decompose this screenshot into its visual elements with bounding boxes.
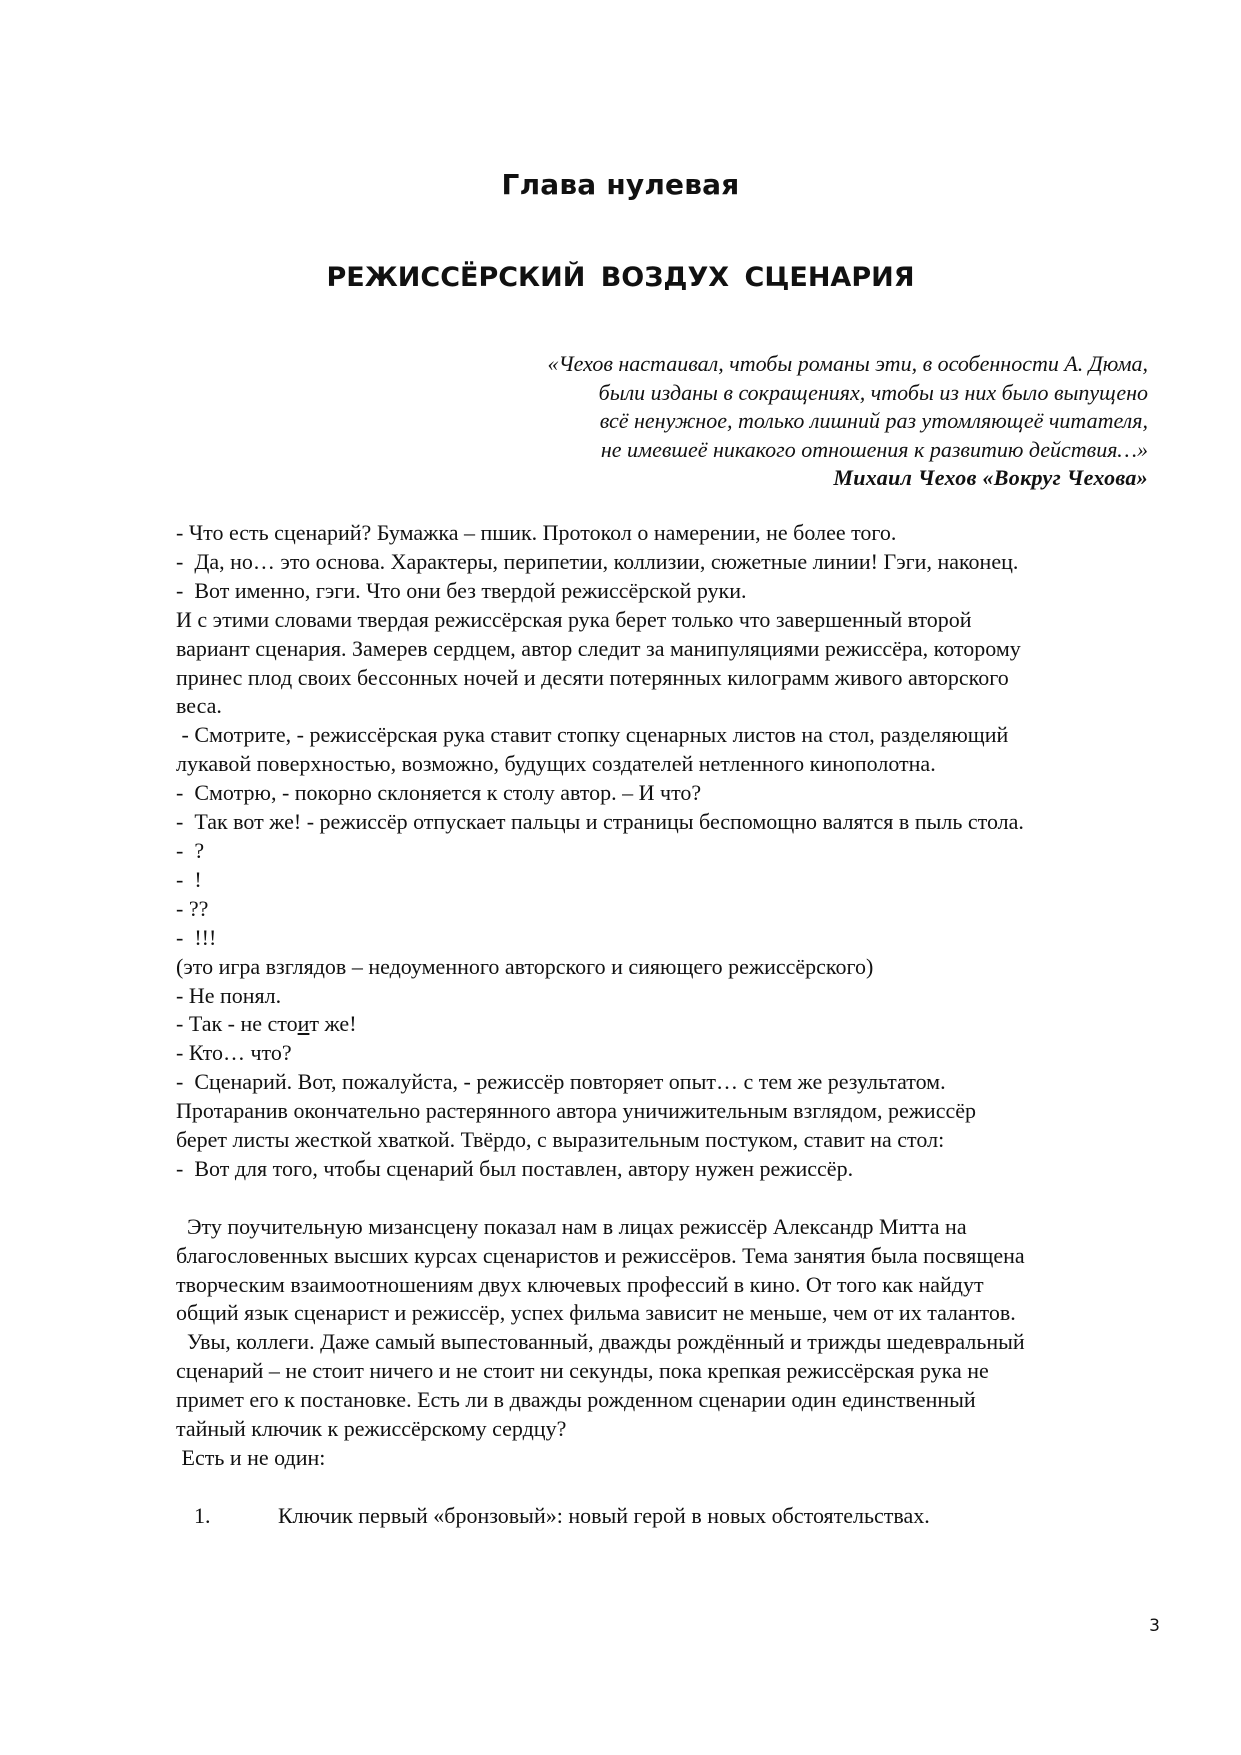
text-line: - !!! xyxy=(176,924,217,950)
text-line: общий язык сценарист и режиссёр, успех фильма зависит не меньше, чем от их талантов. xyxy=(176,1300,1016,1326)
epigraph-line: были изданы в сокращениях, чтобы из них было выпущено xyxy=(598,379,1148,405)
page-number: 3 xyxy=(1149,1616,1160,1636)
text-line: тайный ключик к режиссёрскому сердцу? xyxy=(176,1416,567,1442)
text-fragment: - Так - не сто xyxy=(176,1011,298,1037)
epigraph xyxy=(348,350,1148,493)
text-line: принес плод своих бессонных ночей и десяти потерянных килограмм живого авторского xyxy=(176,664,1009,690)
text-line: - Смотрите, - режиссёрская рука ставит стопку сценарных листов на стол, разделяющий xyxy=(176,722,1009,748)
epigraph-author: Михаил Чехов «Вокруг Чехова» xyxy=(833,465,1148,490)
text-line: - Смотрю, - покорно склоняется к столу автор. – И что? xyxy=(176,780,702,806)
stress-mark: и xyxy=(297,1011,310,1037)
chapter-title: РЕЖИССЁРСКИЙ ВОЗДУХ СЦЕНАРИЯ xyxy=(326,262,915,293)
text-line: И с этими словами твердая режиссёрская рука берет только что завершенный второй xyxy=(176,606,972,632)
text-line: (это игра взглядов – недоуменного авторского и сияющего режиссёрского) xyxy=(176,953,874,979)
text-line: - ?? xyxy=(176,895,209,921)
text-line: - Не понял. xyxy=(176,982,282,1008)
text-line: - Кто… что? xyxy=(176,1040,292,1066)
text-line: - ? xyxy=(176,837,205,863)
list-text: Ключик первый «бронзовый»: новый герой в новых обстоятельствах. xyxy=(278,1502,930,1528)
text-line: сценарий – не стоит ничего и не стоит ни секунды, пока крепкая режиссёрская рука не xyxy=(176,1358,989,1384)
body-text xyxy=(176,519,1166,1531)
epigraph-line: всё ненужное, только лишний раз утомляющеё читателя, xyxy=(599,408,1148,433)
text-line: творческим взаимоотношениям двух ключевых профессий в кино. От того как найдут xyxy=(176,1271,984,1297)
list-item xyxy=(176,1502,1166,1531)
text-line: благословенных высших курсах сценаристов и режиссёров. Тема занятия была посвящена xyxy=(176,1242,1025,1268)
text-line: Увы, коллеги. Даже самый выпестованный, дважды рождённый и трижды шедевральный xyxy=(176,1329,1025,1355)
text-line: лукавой поверхностью, возможно, будущих создателей нетленного кинополотна. xyxy=(176,751,936,777)
text-line: - Сценарий. Вот, пожалуйста, - режиссёр повторяет опыт… с тем же результатом. xyxy=(176,1069,946,1095)
text-line: вариант сценария. Замерев сердцем, автор следит за манипуляциями режиссёра, которому xyxy=(176,635,1021,661)
text-line: берет листы жесткой хваткой. Твёрдо, с выразительным постуком, ставит на стол: xyxy=(176,1127,945,1153)
text-line: - ! xyxy=(176,866,202,892)
epigraph-line: «Чехов настаивал, чтобы романы эти, в особенности А. Дюма, xyxy=(547,351,1148,376)
text-line: Протаранив окончательно растерянного автора уничижительным взглядом, режиссёр xyxy=(176,1098,976,1124)
list-number: 1. xyxy=(194,1502,211,1528)
text-line-stoit xyxy=(176,1010,1166,1039)
paragraph-gap xyxy=(176,1473,1166,1502)
paragraph-gap xyxy=(176,1184,1166,1213)
epigraph-line: не имевшеё никакого отношения к развитию действия…» xyxy=(600,436,1148,462)
text-line: - Так вот же! - режиссёр отпускает пальцы и страницы беспомощно валятся в пыль стола. xyxy=(176,809,1024,835)
text-line: Эту поучительную мизансцену показал нам в лицах режиссёр Александр Митта на xyxy=(176,1213,967,1239)
chapter-heading: Глава нулевая xyxy=(501,168,740,201)
text-line: Есть и не один: xyxy=(176,1444,326,1470)
text-line: веса. xyxy=(176,693,222,719)
text-line: примет его к постановке. Есть ли в дважды рожденном сценарии один единственный xyxy=(176,1387,976,1413)
text-line: - Да, но… это основа. Характеры, перипетии, коллизии, сюжетные линии! Гэги, наконец. xyxy=(176,548,1019,574)
text-line: - Вот именно, гэги. Что они без твердой режиссёрской руки. xyxy=(176,577,747,603)
text-line: - Вот для того, чтобы сценарий был поставлен, автору нужен режиссёр. xyxy=(176,1155,854,1181)
text-line: - Что есть сценарий? Бумажка – пшик. Протокол о намерении, не более того. xyxy=(176,520,897,545)
text-fragment: т же! xyxy=(309,1011,357,1037)
